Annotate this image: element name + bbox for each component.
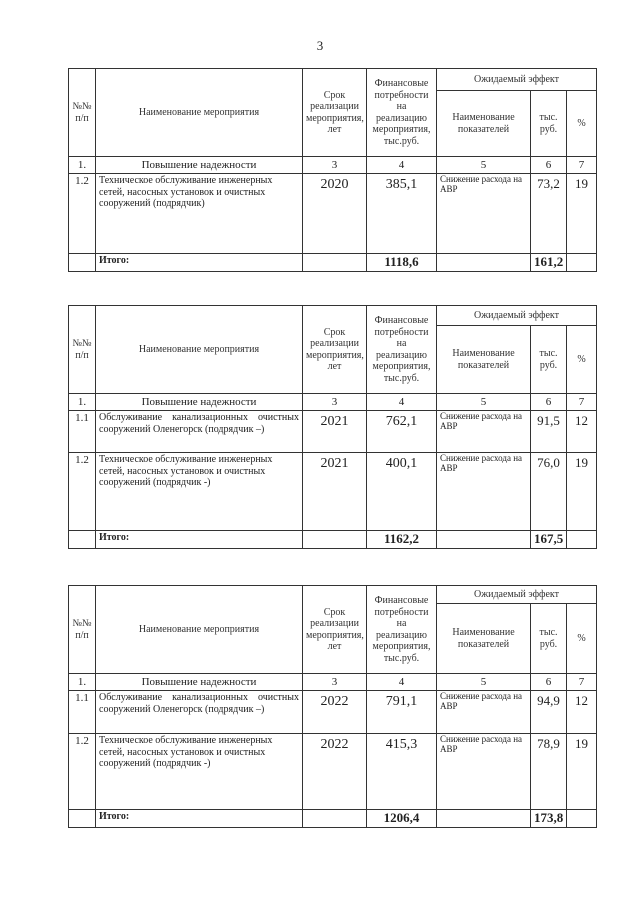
measure-year: 2022 [303, 734, 367, 810]
total-label: Итого: [96, 810, 303, 828]
column-numbers-row [69, 157, 597, 174]
header-finance: Финансовые потребности на реализацию мероприятия, тыс.руб. [367, 586, 437, 674]
measure-name: Обслуживание канализационных очистных сооружений Оленегорск (подрядчик –) [96, 691, 303, 734]
measure-year: 2020 [303, 174, 367, 254]
colnum-1: 1. [69, 157, 96, 174]
column-numbers-row [69, 674, 597, 691]
header-effect: Ожидаемый эффект [437, 69, 597, 91]
table-row [69, 411, 597, 453]
colnum-5: 5 [437, 394, 531, 411]
colnum-5: 5 [437, 157, 531, 174]
header-name: Наименование мероприятия [96, 306, 303, 394]
header-indicators: Наименование показателей [437, 326, 531, 394]
colnum-2: Повышение надежности [96, 394, 303, 411]
row-index: 1.1 [69, 691, 96, 734]
header-thousand-rub: тыс. руб. [531, 604, 567, 674]
total-value: 161,2 [531, 254, 567, 272]
measure-value: 78,9 [531, 734, 567, 810]
header-name: Наименование мероприятия [96, 586, 303, 674]
measure-finance: 791,1 [367, 691, 437, 734]
measure-percent: 12 [567, 691, 597, 734]
colnum-1: 1. [69, 394, 96, 411]
total-finance: 1206,4 [367, 810, 437, 828]
measure-percent: 19 [567, 453, 597, 531]
measure-value: 91,5 [531, 411, 567, 453]
measure-percent: 19 [567, 174, 597, 254]
measure-value: 73,2 [531, 174, 567, 254]
measure-percent: 19 [567, 734, 597, 810]
measure-finance: 415,3 [367, 734, 437, 810]
measure-year: 2022 [303, 691, 367, 734]
row-index: 1.2 [69, 734, 96, 810]
measures-table-2021 [68, 305, 597, 549]
table-row [69, 691, 597, 734]
colnum-7: 7 [567, 157, 597, 174]
colnum-7: 7 [567, 674, 597, 691]
row-index: 1.2 [69, 453, 96, 531]
header-thousand-rub: тыс. руб. [531, 91, 567, 157]
page-number: 3 [316, 38, 324, 53]
measure-finance: 762,1 [367, 411, 437, 453]
colnum-2: Повышение надежности [96, 674, 303, 691]
colnum-3: 3 [303, 674, 367, 691]
row-index: 1.2 [69, 174, 96, 254]
total-row [69, 254, 597, 272]
measure-name: Техническое обслуживание инженерных сетей, насосных установок и очистных сооружений (подрядчик) [96, 174, 303, 254]
total-finance: 1118,6 [367, 254, 437, 272]
measures-table-2020 [68, 68, 597, 272]
total-label: Итого: [96, 254, 303, 272]
header-num: №№ п/п [69, 69, 96, 157]
colnum-6: 6 [531, 394, 567, 411]
header-name: Наименование мероприятия [96, 69, 303, 157]
total-row [69, 531, 597, 549]
total-label: Итого: [96, 531, 303, 549]
colnum-4: 4 [367, 674, 437, 691]
colnum-4: 4 [367, 157, 437, 174]
header-finance: Финансовые потребности на реализацию мероприятия, тыс.руб. [367, 69, 437, 157]
header-indicators: Наименование показателей [437, 604, 531, 674]
header-term: Срок реализации мероприятия, лет [303, 306, 367, 394]
measure-indicator: Снижение расхода на АВР [437, 691, 531, 734]
total-value: 173,8 [531, 810, 567, 828]
header-effect: Ожидаемый эффект [437, 586, 597, 604]
measure-name: Техническое обслуживание инженерных сетей, насосных установок и очистных сооружений (подрядчик -) [96, 453, 303, 531]
total-value: 167,5 [531, 531, 567, 549]
column-numbers-row [69, 394, 597, 411]
measure-finance: 400,1 [367, 453, 437, 531]
colnum-6: 6 [531, 157, 567, 174]
colnum-1: 1. [69, 674, 96, 691]
measure-value: 94,9 [531, 691, 567, 734]
measure-indicator: Снижение расхода на АВР [437, 734, 531, 810]
header-term: Срок реализации мероприятия, лет [303, 586, 367, 674]
header-effect: Ожидаемый эффект [437, 306, 597, 326]
total-row [69, 810, 597, 828]
colnum-7: 7 [567, 394, 597, 411]
colnum-6: 6 [531, 674, 567, 691]
measures-table-2022 [68, 585, 597, 828]
header-percent: % [567, 326, 597, 394]
header-num: №№ п/п [69, 586, 96, 674]
colnum-2: Повышение надежности [96, 157, 303, 174]
colnum-3: 3 [303, 394, 367, 411]
colnum-3: 3 [303, 157, 367, 174]
measure-year: 2021 [303, 411, 367, 453]
measure-year: 2021 [303, 453, 367, 531]
row-index: 1.1 [69, 411, 96, 453]
table-row [69, 453, 597, 531]
total-finance: 1162,2 [367, 531, 437, 549]
colnum-5: 5 [437, 674, 531, 691]
colnum-4: 4 [367, 394, 437, 411]
measure-indicator: Снижение расхода на АВР [437, 174, 531, 254]
measure-name: Обслуживание канализационных очистных сооружений Оленегорск (подрядчик –) [96, 411, 303, 453]
measure-percent: 12 [567, 411, 597, 453]
measure-value: 76,0 [531, 453, 567, 531]
measure-indicator: Снижение расхода на АВР [437, 453, 531, 531]
measure-name: Техническое обслуживание инженерных сетей, насосных установок и очистных сооружений (подрядчик -) [96, 734, 303, 810]
header-term: Срок реализации мероприятия, лет [303, 69, 367, 157]
measure-indicator: Снижение расхода на АВР [437, 411, 531, 453]
header-num: №№ п/п [69, 306, 96, 394]
measure-finance: 385,1 [367, 174, 437, 254]
header-thousand-rub: тыс. руб. [531, 326, 567, 394]
table-row [69, 734, 597, 810]
header-finance: Финансовые потребности на реализацию мероприятия, тыс.руб. [367, 306, 437, 394]
header-percent: % [567, 604, 597, 674]
header-percent: % [567, 91, 597, 157]
table-row [69, 174, 597, 254]
header-indicators: Наименование показателей [437, 91, 531, 157]
